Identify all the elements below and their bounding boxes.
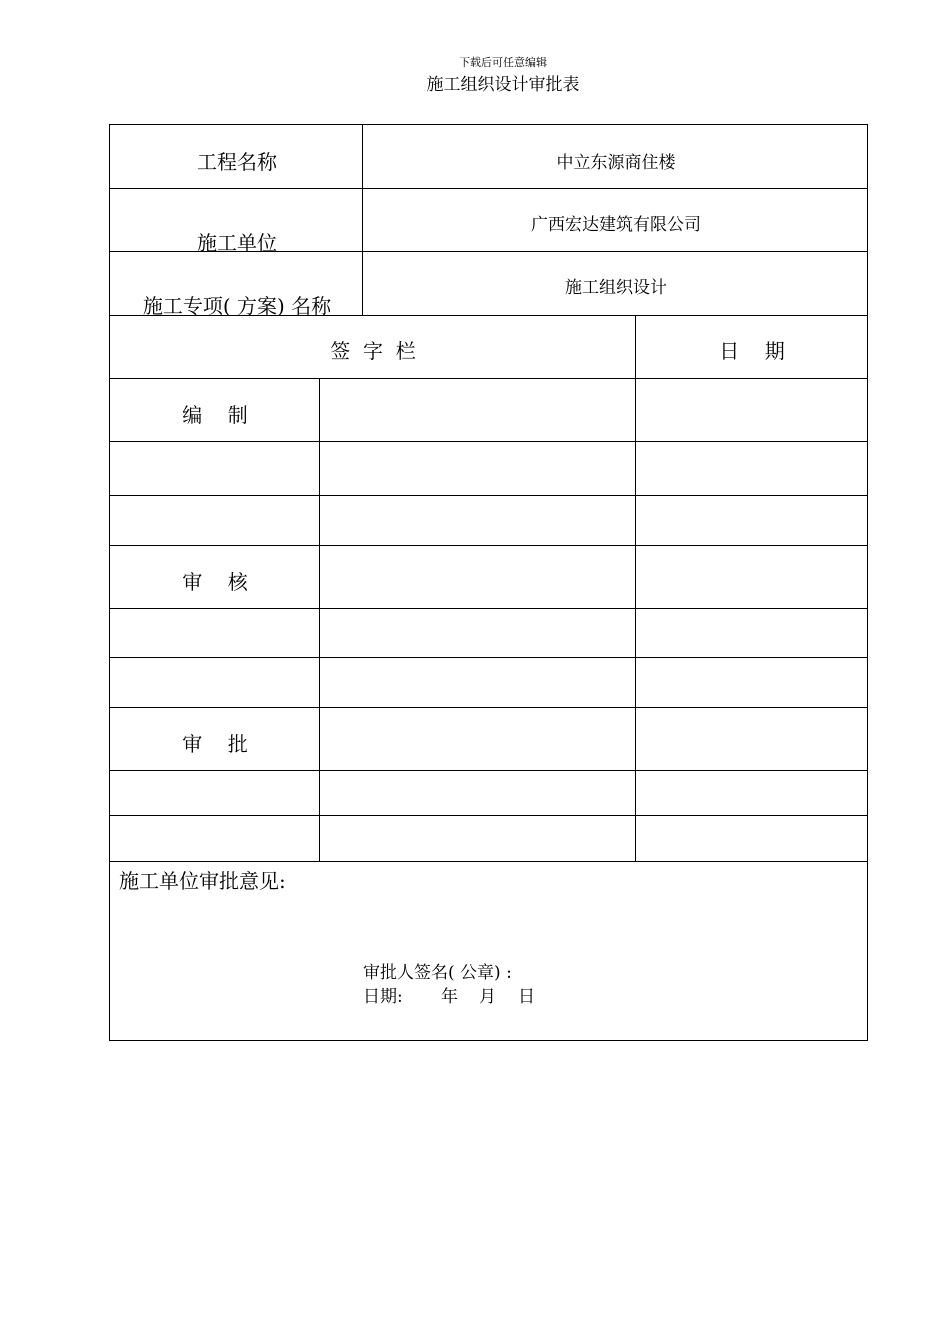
approve-label: 审 批 <box>182 732 248 756</box>
column-divider <box>635 315 636 861</box>
row-divider <box>110 770 867 771</box>
plan-name-value: 施工组织设计 <box>565 278 667 298</box>
construction-unit-value: 广西宏达建筑有限公司 <box>531 215 701 235</box>
row-divider <box>110 495 867 496</box>
opinion-month-label: 月 <box>479 987 496 1007</box>
date-column-header: 日 期 <box>719 339 785 363</box>
row-divider <box>110 608 867 609</box>
project-name-label: 工程名称 <box>197 150 277 174</box>
compile-label: 编 制 <box>182 403 248 427</box>
row-divider <box>110 657 867 658</box>
opinion-date-label: 日期: <box>363 987 403 1007</box>
review-label: 审 核 <box>182 570 248 594</box>
row-divider <box>110 861 867 862</box>
row-divider <box>110 545 867 546</box>
signer-label: 审批人签名( 公章) : <box>363 963 512 983</box>
document-title: 施工组织设计审批表 <box>426 75 580 95</box>
row-divider <box>110 815 867 816</box>
column-divider <box>319 378 320 861</box>
row-divider <box>110 378 867 379</box>
header-note: 下载后可任意编辑 <box>459 56 547 69</box>
opinion-label: 施工单位审批意见: <box>119 869 286 893</box>
row-divider <box>110 707 867 708</box>
opinion-day-label: 日 <box>518 987 535 1007</box>
opinion-year-label: 年 <box>441 987 458 1007</box>
construction-unit-label: 施工单位 <box>197 231 277 255</box>
approval-form <box>109 124 868 1041</box>
row-divider <box>110 188 867 189</box>
row-divider <box>110 441 867 442</box>
plan-name-label: 施工专项( 方案) 名称 <box>142 294 332 318</box>
project-name-value: 中立东源商住楼 <box>556 153 676 173</box>
signature-column-header: 签 字 栏 <box>330 339 416 363</box>
column-divider <box>362 125 363 315</box>
